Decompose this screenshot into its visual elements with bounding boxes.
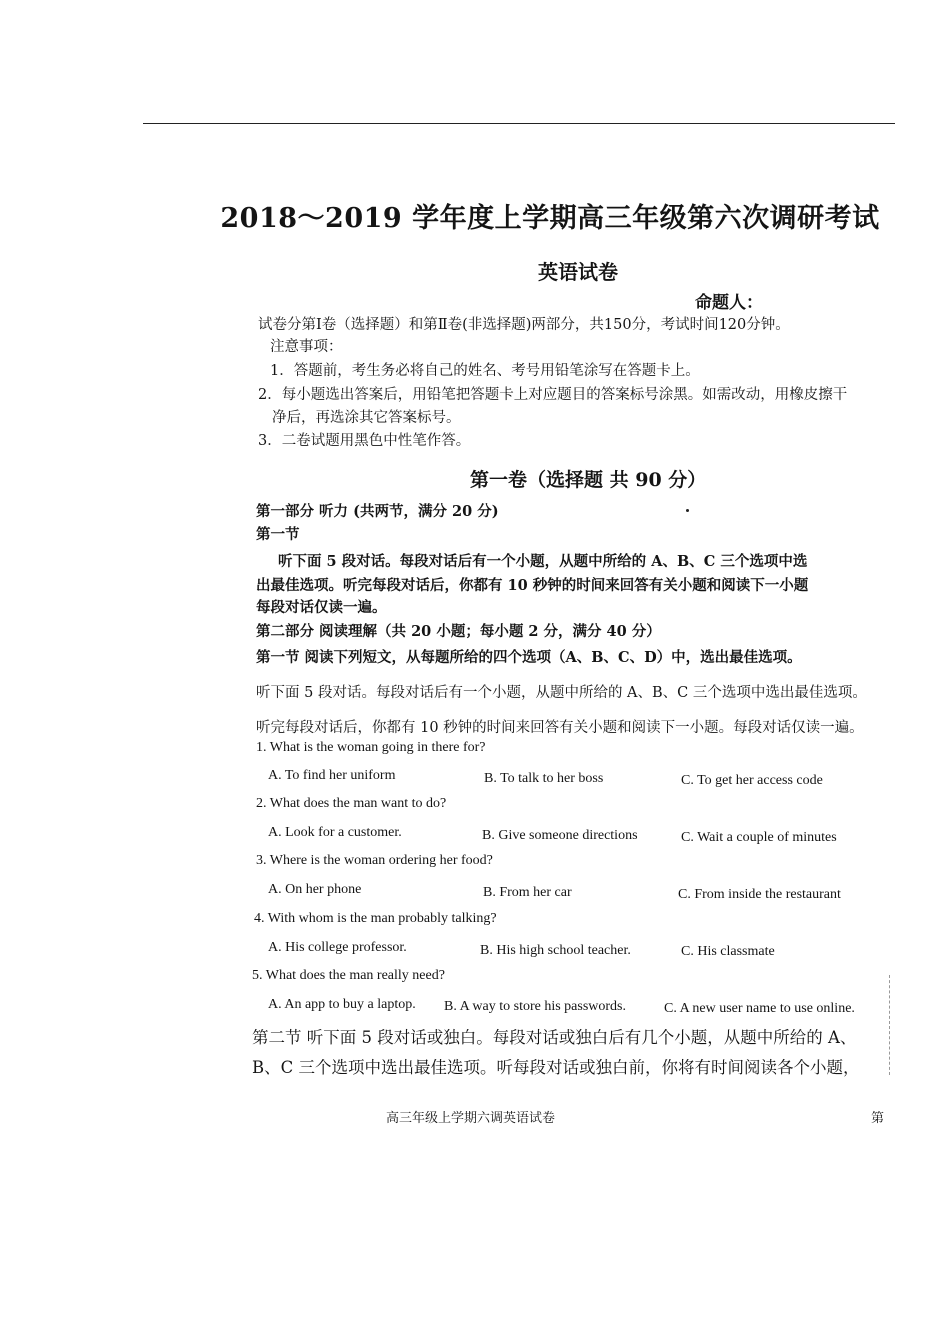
question-4-option-c: C. His classmate <box>681 944 775 959</box>
question-5: 5. What does the man really need? <box>252 968 445 983</box>
part2-heading: 第二部分 阅读理解（共 20 小题；每小题 2 分，满分 40 分） <box>256 623 661 640</box>
notice-title: 注意事项： <box>270 339 343 355</box>
section2-instructions-2: B、C 三个选项中选出最佳选项。听每段对话或独白前，你将有时间阅读各个小题， <box>252 1058 860 1077</box>
question-3-option-a: A. On her phone <box>268 882 362 897</box>
notice-item-2-cont: 净后，再选涂其它答案标号。 <box>272 410 461 426</box>
question-5-option-a: A. An app to buy a laptop. <box>268 997 416 1012</box>
part1-heading: 第一部分 听力 (共两节，满分 20 分) <box>256 503 499 520</box>
question-4: 4. With whom is the man probably talking? <box>254 911 497 926</box>
notice-item-1: 1．答题前，考生务必将自己的姓名、考号用铅笔涂写在答题卡上。 <box>270 363 700 379</box>
section1-label: 第一节 <box>256 526 300 543</box>
question-1-option-b: B. To talk to her boss <box>484 771 604 786</box>
repeat-instructions-2: 听完每段对话后，你都有 10 秒钟的时间来回答有关小题和阅读下一小题。每段对话仅读一遍。 <box>256 720 864 736</box>
notice-item-3: 3．二卷试题用黑色中性笔作答。 <box>258 433 471 449</box>
exam-title: 2018～2019 学年度上学期高三年级第六次调研考试 <box>220 203 880 234</box>
question-3: 3. Where is the woman ordering her food? <box>256 853 493 868</box>
listening-instructions-2: 出最佳选项。听完每段对话后，你都有 10 秒钟的时间来回答有关小题和阅读下一小题 <box>256 577 809 594</box>
margin-scan-line <box>889 975 890 1075</box>
listening-instructions-1: 听下面 5 段对话。每段对话后有一个小题，从题中所给的 A、B、C 三个选项中选 <box>278 553 808 570</box>
volume1-heading: 第一卷（选择题 共 90 分） <box>470 469 707 491</box>
question-2-option-c: C. Wait a couple of minutes <box>681 830 837 845</box>
repeat-instructions-1: 听下面 5 段对话。每段对话后有一个小题，从题中所给的 A、B、C 三个选项中选出最佳选项。 <box>256 685 867 701</box>
exam-subtitle: 英语试卷 <box>538 260 618 284</box>
question-3-option-b: B. From her car <box>483 885 572 900</box>
question-2: 2. What does the man want to do? <box>256 796 447 811</box>
question-1-option-a: A. To find her uniform <box>268 768 396 783</box>
question-1: 1. What is the woman going in there for? <box>256 740 486 755</box>
question-4-option-a: A. His college professor. <box>268 940 407 955</box>
stray-dot <box>686 509 689 512</box>
notice-item-2: 2．每小题选出答案后，用铅笔把答题卡上对应题目的答案标号涂黑。如需改动，用橡皮擦干 <box>258 387 848 403</box>
top-rule <box>143 123 895 124</box>
instructions-intro: 试卷分第Ⅰ卷（选择题）和第Ⅱ卷(非选择题)两部分，共150分，考试时间120分钟。 <box>258 317 790 333</box>
author-label: 命题人： <box>695 293 763 313</box>
footer-page: 第 <box>871 1111 885 1126</box>
question-5-option-c: C. A new user name to use online. <box>664 1001 855 1016</box>
question-3-option-c: C. From inside the restaurant <box>678 887 841 902</box>
question-5-option-b: B. A way to store his passwords. <box>444 999 626 1014</box>
question-2-option-b: B. Give someone directions <box>482 828 638 843</box>
section2-instructions-1: 第二节 听下面 5 段对话或独白。每段对话或独白后有几个小题，从题中所给的 A、 <box>252 1028 857 1047</box>
question-1-option-c: C. To get her access code <box>681 773 823 788</box>
question-4-option-b: B. His high school teacher. <box>480 943 631 958</box>
footer-title: 高三年级上学期六调英语试卷 <box>386 1111 556 1126</box>
question-2-option-a: A. Look for a customer. <box>268 825 402 840</box>
listening-instructions-3: 每段对话仅读一遍。 <box>256 599 387 616</box>
part2-section1: 第一节 阅读下列短文，从每题所给的四个选项（A、B、C、D）中，选出最佳选项。 <box>256 649 802 666</box>
